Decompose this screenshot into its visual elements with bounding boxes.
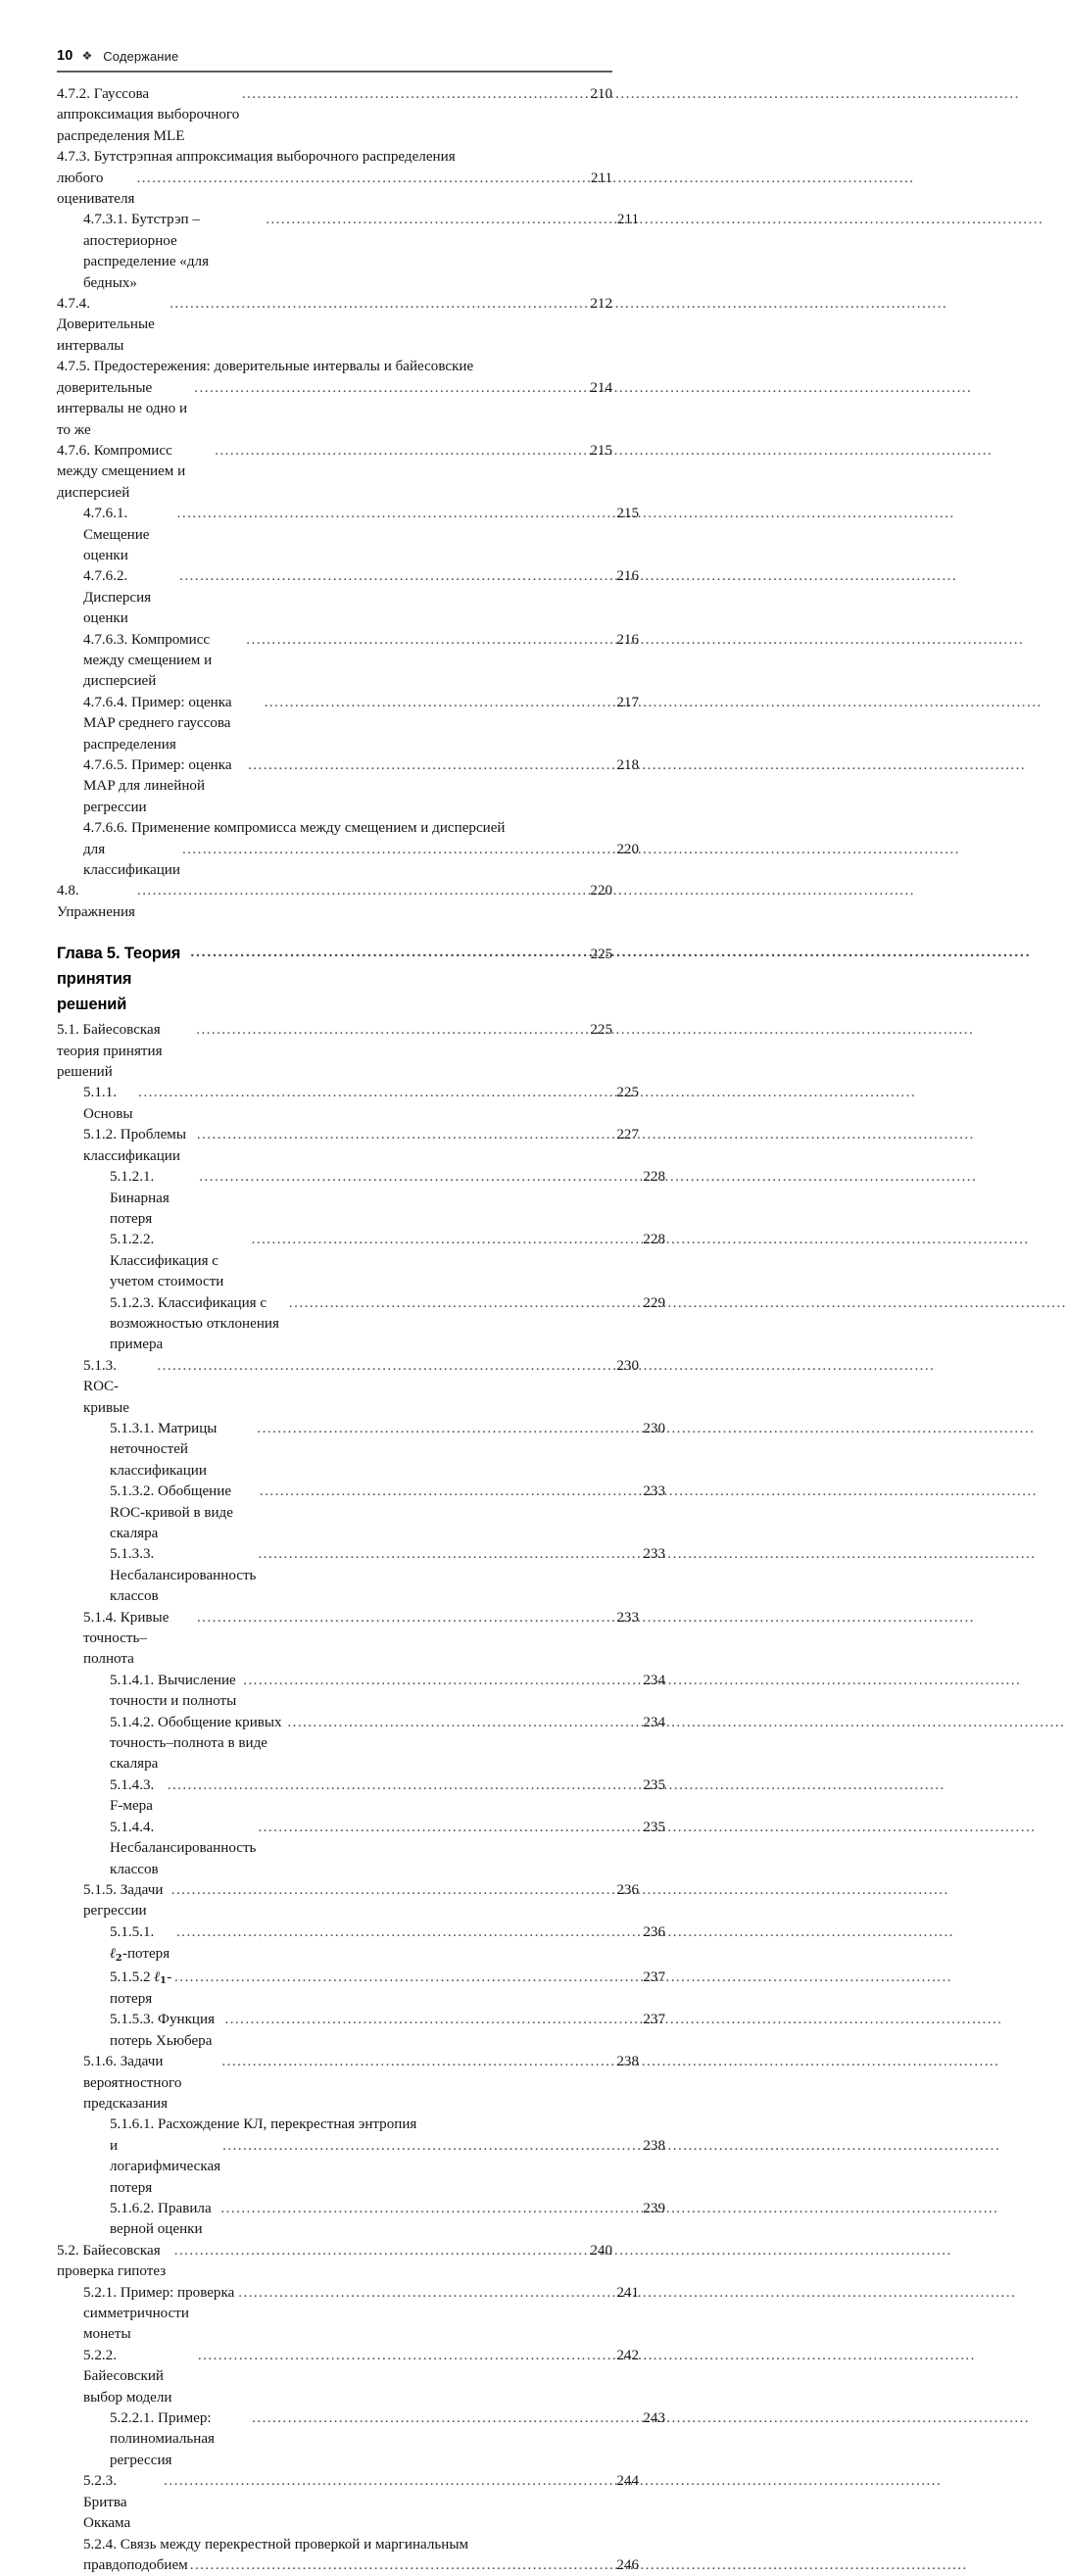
toc-entry-row bbox=[83, 210, 639, 294]
toc-page-number: 238 bbox=[643, 2136, 665, 2157]
toc-entry-row bbox=[57, 441, 612, 504]
toc-entry-row bbox=[57, 941, 612, 1017]
toc-page-number: 237 bbox=[643, 2010, 665, 2030]
running-head bbox=[57, 45, 612, 67]
toc-page-number: 211 bbox=[591, 169, 612, 189]
toc-entry-label: 5.1.2.3. Классификация с возможностью отклонения примера bbox=[110, 1293, 287, 1356]
toc-dot-leader bbox=[190, 2555, 616, 2576]
toc-page-number: 230 bbox=[643, 1419, 665, 1439]
toc-dot-leader bbox=[199, 1167, 642, 1188]
toc-dot-leader bbox=[138, 1083, 615, 1103]
toc-entry[interactable] bbox=[57, 755, 639, 818]
toc-dot-leader bbox=[248, 755, 615, 776]
toc-dot-leader bbox=[238, 2283, 615, 2304]
toc-entry-label: 5.1.3.2. Обобщение ROC-кривой в виде скаляра bbox=[110, 1482, 258, 1544]
toc-entry-row bbox=[57, 1020, 612, 1083]
toc-entry[interactable] bbox=[57, 1544, 665, 1607]
toc-entry[interactable] bbox=[57, 1608, 639, 1671]
toc-dot-leader bbox=[242, 84, 590, 105]
toc-dot-leader bbox=[164, 2471, 615, 2492]
toc-entry[interactable] bbox=[57, 210, 639, 294]
toc-page-number: 230 bbox=[616, 1356, 639, 1377]
toc-page-number: 228 bbox=[643, 1167, 665, 1188]
toc-page-number: 225 bbox=[590, 1020, 612, 1041]
toc-entry-row bbox=[83, 755, 639, 818]
toc-entry-title-line: 4.7.3. Бутстрэпная аппроксимация выборочного распределения bbox=[57, 147, 612, 168]
toc-dot-leader bbox=[176, 1922, 642, 1943]
toc-entry[interactable] bbox=[57, 1922, 665, 1967]
toc-entry-row bbox=[83, 2555, 639, 2576]
toc-dot-leader bbox=[257, 1419, 642, 1439]
table-of-contents-list bbox=[57, 84, 612, 2576]
toc-entry-row bbox=[83, 2052, 639, 2114]
toc-dot-leader bbox=[252, 2408, 642, 2429]
toc-page-number: 235 bbox=[643, 1775, 665, 1796]
toc-entry[interactable] bbox=[57, 2346, 639, 2408]
toc-entry-label bbox=[110, 1967, 172, 2011]
toc-entry-label: любого оценивателя bbox=[57, 169, 134, 211]
toc-entry-number: 5.1.5.2 bbox=[110, 1969, 154, 1985]
toc-dot-leader bbox=[198, 2346, 615, 2366]
toc-entry-row bbox=[83, 630, 639, 693]
toc-entry-label: 5.1.6. Задачи вероятностного предсказания bbox=[83, 2052, 219, 2114]
toc-dot-leader bbox=[221, 2052, 615, 2072]
toc-entry-label: 5.1.4.4. Несбалансированность классов bbox=[110, 1818, 256, 1880]
toc-entry[interactable] bbox=[57, 1775, 665, 1818]
toc-page-number: 238 bbox=[616, 2052, 639, 2072]
toc-page-number: 220 bbox=[616, 840, 639, 860]
toc-page-number: 235 bbox=[643, 1818, 665, 1838]
toc-entry-label: 5.1.4. Кривые точность–полнота bbox=[83, 1608, 195, 1671]
toc-dot-leader bbox=[252, 1230, 643, 1250]
toc-entry-label: 5.1.3. ROC-кривые bbox=[83, 1356, 155, 1419]
toc-page-number: 244 bbox=[616, 2471, 639, 2492]
toc-entry[interactable] bbox=[57, 1230, 665, 1292]
toc-entry[interactable] bbox=[57, 566, 639, 629]
toc-page-number: 212 bbox=[590, 294, 612, 315]
toc-entry[interactable] bbox=[57, 1818, 665, 1880]
toc-entry-title-line: 5.2.4. Связь между перекрестной проверкой и маргинальным bbox=[83, 2535, 639, 2555]
toc-entry-label: 4.7.3.1. Бутстрэп – апостериорное распределение «для бедных» bbox=[83, 210, 264, 294]
toc-entry[interactable] bbox=[57, 2010, 665, 2052]
toc-entry[interactable] bbox=[57, 1125, 639, 1167]
toc-entry-row bbox=[83, 1083, 639, 1125]
toc-entry[interactable] bbox=[57, 1167, 665, 1230]
toc-entry[interactable] bbox=[57, 2114, 665, 2199]
toc-entry-row bbox=[83, 840, 639, 882]
toc-page-number: 243 bbox=[643, 2408, 665, 2429]
toc-page-number: 218 bbox=[616, 755, 639, 776]
toc-entry-row bbox=[110, 1922, 665, 1967]
ell-norm-symbol: ℓ$_1$ bbox=[154, 1968, 167, 1985]
toc-dot-leader bbox=[177, 504, 616, 524]
toc-dot-leader bbox=[170, 294, 589, 315]
toc-entry-label: 5.1.5. Задачи регрессии bbox=[83, 1880, 170, 1922]
toc-entry[interactable] bbox=[57, 294, 612, 357]
toc-page bbox=[0, 0, 688, 980]
toc-entry-label: и логарифмическая потеря bbox=[110, 2136, 220, 2199]
toc-entry[interactable] bbox=[57, 2241, 612, 2283]
toc-dot-leader bbox=[258, 1544, 642, 1565]
running-head-title: Содержание bbox=[103, 49, 178, 64]
toc-entry-label: 4.7.6.1. Смещение оценки bbox=[83, 504, 175, 566]
page-folio-number: 10 bbox=[57, 48, 73, 64]
toc-page-number: 240 bbox=[590, 2241, 612, 2261]
toc-entry-row bbox=[110, 1967, 665, 2011]
ell-subscript: 1 bbox=[160, 1975, 167, 1986]
toc-page-number: 229 bbox=[643, 1293, 665, 1314]
toc-entry-label: 5.1.4.1. Вычисление точности и полноты bbox=[110, 1671, 241, 1713]
toc-entry[interactable] bbox=[57, 881, 612, 923]
toc-entry-label: 5.1.3.1. Матрицы неточностей классификации bbox=[110, 1419, 255, 1482]
toc-page-number: 234 bbox=[643, 1671, 665, 1691]
toc-entry-row bbox=[83, 1608, 639, 1671]
toc-dot-leader bbox=[215, 441, 589, 462]
toc-entry-row bbox=[110, 1293, 665, 1356]
toc-entry[interactable] bbox=[57, 1083, 639, 1125]
toc-entry-row bbox=[57, 169, 612, 211]
toc-dot-leader bbox=[197, 1125, 616, 1145]
toc-entry-label: 5.1.2.1. Бинарная потеря bbox=[110, 1167, 197, 1230]
toc-page-number: 211 bbox=[617, 210, 639, 230]
toc-entry-label: Глава 5. Теория принятия решений bbox=[57, 941, 188, 1017]
toc-entry[interactable] bbox=[57, 504, 639, 566]
toc-entry[interactable] bbox=[57, 2408, 665, 2471]
toc-entry[interactable] bbox=[57, 147, 612, 210]
toc-page-number: 237 bbox=[643, 1968, 665, 1988]
toc-entry-label: 4.7.4. Доверительные интервалы bbox=[57, 294, 168, 357]
toc-entry-row bbox=[110, 1167, 665, 1230]
toc-entry[interactable] bbox=[57, 1967, 665, 2011]
toc-dot-leader bbox=[243, 1671, 642, 1691]
toc-entry-row bbox=[110, 1482, 665, 1544]
toc-dot-leader bbox=[265, 693, 616, 713]
toc-page-number: 217 bbox=[616, 693, 639, 713]
toc-entry[interactable] bbox=[57, 818, 639, 881]
toc-entry-label: 4.7.6.3. Компромисс между смещением и дисперсией bbox=[83, 630, 244, 693]
toc-entry-label: 5.1.6.2. Правила верной оценки bbox=[110, 2199, 218, 2241]
toc-dot-leader bbox=[179, 566, 615, 587]
toc-entry-number: 5.1.5.1. bbox=[110, 1924, 158, 1940]
toc-entry-row bbox=[83, 1356, 639, 1419]
toc-entry-label: 4.7.6.5. Пример: оценка MAP для линейной регрессии bbox=[83, 755, 246, 818]
toc-entry[interactable] bbox=[57, 2283, 639, 2346]
toc-entry-row bbox=[57, 294, 612, 357]
toc-entry-label: правдоподобием bbox=[83, 2555, 188, 2576]
toc-entry-label: 5.1.2. Проблемы классификации bbox=[83, 1125, 195, 1167]
toc-dot-leader bbox=[136, 169, 589, 189]
ell-norm-symbol: ℓ$_2$ bbox=[110, 1945, 122, 1962]
toc-entry-label: 4.7.2. Гауссова аппроксимация выборочного распределения MLE bbox=[57, 84, 240, 147]
toc-page-number: 233 bbox=[643, 1482, 665, 1502]
toc-entry-row bbox=[110, 1713, 665, 1775]
toc-page-number: 239 bbox=[643, 2199, 665, 2219]
toc-dot-leader bbox=[260, 1482, 642, 1502]
header-rule-divider bbox=[57, 71, 612, 73]
toc-entry-label: 5.1.4.2. Обобщение кривых точность–полнота в виде скаляра bbox=[110, 1713, 285, 1775]
toc-dot-leader bbox=[174, 2241, 590, 2261]
toc-entry[interactable] bbox=[57, 2535, 639, 2576]
toc-entry-row bbox=[83, 693, 639, 755]
toc-dot-leader bbox=[194, 378, 589, 399]
toc-page-number: 233 bbox=[616, 1608, 639, 1628]
toc-entry-row bbox=[83, 1125, 639, 1167]
toc-entry-label: 4.7.6. Компромисс между смещением и дисперсией bbox=[57, 441, 213, 504]
toc-dot-leader bbox=[220, 2199, 642, 2219]
toc-entry-label: 5.2.2.1. Пример: полиномиальная регрессия bbox=[110, 2408, 250, 2471]
toc-entry-label: 5.2.1. Пример: проверка симметричности монеты bbox=[83, 2283, 236, 2346]
toc-entry-label: 5.1.5.3. Функция потерь Хьюбера bbox=[110, 2010, 222, 2052]
toc-entry-label: доверительные интервалы не одно и то же bbox=[57, 378, 192, 441]
toc-entry-label: 5.1.1. Основы bbox=[83, 1083, 136, 1125]
toc-dot-leader bbox=[171, 1880, 616, 1901]
toc-entry-row bbox=[110, 2408, 665, 2471]
toc-entry-row bbox=[110, 1671, 665, 1713]
diamond-ornament-icon: ❖ bbox=[82, 50, 93, 62]
toc-dot-leader bbox=[190, 940, 589, 965]
toc-entry-row bbox=[110, 2199, 665, 2241]
toc-entry[interactable] bbox=[57, 1482, 665, 1544]
toc-entry-row bbox=[83, 504, 639, 566]
toc-page-number: 236 bbox=[643, 1922, 665, 1943]
toc-page-number: 236 bbox=[616, 1880, 639, 1901]
toc-entry-label: 4.8. Упражнения bbox=[57, 881, 135, 923]
toc-entry[interactable] bbox=[57, 630, 639, 693]
toc-dot-leader bbox=[222, 2136, 642, 2157]
toc-entry[interactable] bbox=[57, 1356, 639, 1419]
toc-dot-leader bbox=[266, 210, 616, 230]
toc-entry[interactable] bbox=[57, 693, 639, 755]
toc-entry-label: 5.1. Байесовская теория принятия решений bbox=[57, 1020, 194, 1083]
toc-page-number: 215 bbox=[616, 504, 639, 524]
toc-dot-leader bbox=[224, 2010, 642, 2030]
toc-dot-leader bbox=[197, 1608, 615, 1628]
toc-entry[interactable] bbox=[57, 2052, 639, 2114]
toc-entry[interactable] bbox=[57, 357, 612, 441]
toc-entry[interactable] bbox=[57, 1671, 665, 1713]
toc-entry-label: 4.7.6.4. Пример: оценка MAP среднего гауссова распределения bbox=[83, 693, 263, 755]
toc-entry-row bbox=[110, 1230, 665, 1292]
toc-entry-title-line: 4.7.5. Предостережения: доверительные интервалы и байесовские bbox=[57, 357, 612, 377]
toc-page-number: 241 bbox=[616, 2283, 639, 2304]
toc-dot-leader bbox=[157, 1356, 615, 1377]
toc-entry-row bbox=[83, 1880, 639, 1922]
toc-entry[interactable] bbox=[57, 2199, 665, 2241]
toc-entry-title: -потеря bbox=[110, 1969, 171, 2007]
toc-entry-label: 5.1.4.3. F-мера bbox=[110, 1775, 166, 1818]
toc-entry[interactable] bbox=[57, 441, 612, 504]
ell-subscript: 2 bbox=[116, 1953, 122, 1964]
toc-entry[interactable] bbox=[57, 1293, 665, 1356]
toc-page-number: 225 bbox=[616, 1083, 639, 1103]
toc-page-number: 228 bbox=[643, 1230, 665, 1250]
toc-entry[interactable] bbox=[57, 2471, 639, 2534]
toc-dot-leader bbox=[289, 1293, 642, 1314]
toc-entry-label: 5.1.3.3. Несбалансированность классов bbox=[110, 1544, 256, 1607]
toc-entry-label bbox=[110, 1922, 174, 1967]
toc-page-number: 246 bbox=[616, 2555, 639, 2576]
toc-entry-row bbox=[57, 378, 612, 441]
toc-entry-row bbox=[83, 2283, 639, 2346]
toc-dot-leader bbox=[168, 1775, 643, 1796]
toc-entry-label: 5.1.2.2. Классификация с учетом стоимости bbox=[110, 1230, 250, 1292]
toc-dot-leader bbox=[196, 1020, 589, 1041]
toc-page-number: 234 bbox=[643, 1713, 665, 1733]
toc-entry-row bbox=[110, 1419, 665, 1482]
toc-dot-leader bbox=[137, 881, 589, 901]
toc-entry-row bbox=[57, 84, 612, 147]
toc-page-number: 233 bbox=[643, 1544, 665, 1565]
toc-entry-row bbox=[110, 1818, 665, 1880]
toc-page-number: 216 bbox=[616, 630, 639, 651]
toc-page-number: 220 bbox=[590, 881, 612, 901]
toc-page-number: 216 bbox=[616, 566, 639, 587]
toc-entry-row bbox=[57, 881, 612, 923]
toc-dot-leader bbox=[258, 1818, 642, 1838]
toc-entry-title-line: 5.1.6.1. Расхождение КЛ, перекрестная энтропия bbox=[110, 2114, 665, 2135]
toc-entry-title-line: 4.7.6.6. Применение компромисса между смещением и дисперсией bbox=[83, 818, 639, 839]
toc-chapter-entry[interactable] bbox=[57, 941, 612, 1017]
toc-entry-row bbox=[83, 566, 639, 629]
toc-entry-row bbox=[110, 2136, 665, 2199]
toc-entry[interactable] bbox=[57, 1713, 665, 1775]
toc-entry[interactable] bbox=[57, 1880, 639, 1922]
toc-dot-leader bbox=[287, 1713, 642, 1733]
toc-entry-row bbox=[110, 1775, 665, 1818]
toc-page-number: 214 bbox=[590, 378, 612, 399]
toc-page-number: 225 bbox=[591, 942, 612, 967]
toc-entry-row bbox=[83, 2346, 639, 2408]
toc-entry[interactable] bbox=[57, 1419, 665, 1482]
toc-entry-row bbox=[110, 2010, 665, 2052]
toc-page-number: 227 bbox=[616, 1125, 639, 1145]
toc-page-number: 215 bbox=[590, 441, 612, 462]
toc-entry-label: 4.7.6.2. Дисперсия оценки bbox=[83, 566, 177, 629]
toc-entry[interactable] bbox=[57, 1020, 612, 1083]
toc-entry-label: 5.2.2. Байесовский выбор модели bbox=[83, 2346, 196, 2408]
toc-entry-label: 5.2.3. Бритва Оккама bbox=[83, 2471, 162, 2534]
toc-entry-row bbox=[57, 2241, 612, 2283]
toc-dot-leader bbox=[182, 840, 615, 860]
toc-entry[interactable] bbox=[57, 84, 612, 147]
toc-page-number: 242 bbox=[616, 2346, 639, 2366]
toc-entry-label: 5.2. Байесовская проверка гипотез bbox=[57, 2241, 172, 2283]
toc-entry-row bbox=[110, 1544, 665, 1607]
toc-entry-row bbox=[83, 2471, 639, 2534]
toc-dot-leader bbox=[246, 630, 615, 651]
toc-dot-leader bbox=[174, 1968, 642, 1988]
toc-entry-label: для классификации bbox=[83, 840, 180, 882]
toc-entry-title: -потеря bbox=[122, 1946, 170, 1962]
toc-page-number: 210 bbox=[590, 84, 612, 105]
